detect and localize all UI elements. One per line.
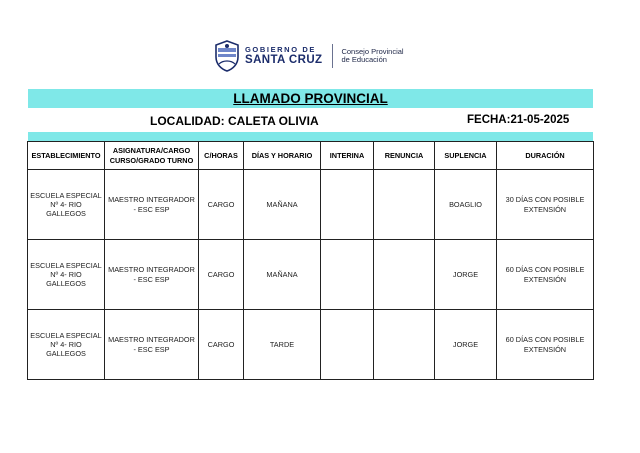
resignation-cell bbox=[374, 310, 435, 380]
government-logo bbox=[214, 40, 404, 72]
hours-cell: CARGO bbox=[199, 310, 244, 380]
page-title: LLAMADO PROVINCIAL bbox=[233, 91, 388, 106]
interim-cell bbox=[321, 310, 374, 380]
substitute-cell: JORGE bbox=[435, 310, 497, 380]
logo-divider bbox=[332, 44, 333, 68]
table-header-row bbox=[28, 142, 594, 170]
date-label: FECHA:21-05-2025 bbox=[467, 114, 570, 126]
accent-strip bbox=[28, 132, 593, 141]
schedule-cell: TARDE bbox=[244, 310, 321, 380]
column-header: DÍAS Y HORARIO bbox=[244, 142, 321, 170]
table-row bbox=[28, 170, 594, 240]
duration-cell: 30 DÍAS CON POSIBLE EXTENSIÓN bbox=[497, 170, 594, 240]
substitute-cell: JORGE bbox=[435, 240, 497, 310]
subject-cell: MAESTRO INTEGRADOR - ESC ESP bbox=[105, 240, 199, 310]
locality-label: LOCALIDAD: CALETA OLIVIA bbox=[150, 114, 319, 128]
establishment-cell: ESCUELA ESPECIAL Nº 4- RIO GALLEGOS bbox=[28, 240, 105, 310]
schedule-cell: MAÑANA bbox=[244, 170, 321, 240]
column-header: ESTABLECIMIENTO bbox=[28, 142, 105, 170]
council-name bbox=[341, 48, 403, 65]
column-header: INTERINA bbox=[321, 142, 374, 170]
column-header: C/HORAS bbox=[199, 142, 244, 170]
logo-main-text: SANTA CRUZ bbox=[245, 54, 323, 66]
interim-cell bbox=[321, 240, 374, 310]
logo-top-text: GOBIERNO DE bbox=[245, 44, 316, 54]
hours-cell: CARGO bbox=[199, 240, 244, 310]
vacancy-table bbox=[27, 141, 594, 380]
subject-cell: MAESTRO INTEGRADOR - ESC ESP bbox=[105, 170, 199, 240]
subject-cell: MAESTRO INTEGRADOR - ESC ESP bbox=[105, 310, 199, 380]
resignation-cell bbox=[374, 240, 435, 310]
santa-cruz-seal-icon bbox=[214, 40, 240, 72]
title-bar bbox=[28, 89, 593, 108]
substitute-cell: BOAGLIO bbox=[435, 170, 497, 240]
hours-cell: CARGO bbox=[199, 170, 244, 240]
duration-cell: 60 DÍAS CON POSIBLE EXTENSIÓN bbox=[497, 240, 594, 310]
table-row bbox=[28, 240, 594, 310]
schedule-cell: MAÑANA bbox=[244, 240, 321, 310]
column-header: DURACIÓN bbox=[497, 142, 594, 170]
council-line-1: Consejo Provincial bbox=[341, 46, 404, 56]
resignation-cell bbox=[374, 170, 435, 240]
council-line-2: de Educación bbox=[341, 55, 387, 64]
column-header: SUPLENCIA bbox=[435, 142, 497, 170]
interim-cell bbox=[321, 170, 374, 240]
column-header: ASIGNATURA/CARGO CURSO/GRADO TURNO bbox=[105, 142, 199, 170]
establishment-cell: ESCUELA ESPECIAL Nº 4- RIO GALLEGOS bbox=[28, 170, 105, 240]
column-header: RENUNCIA bbox=[374, 142, 435, 170]
duration-cell: 60 DÍAS CON POSIBLE EXTENSIÓN bbox=[497, 310, 594, 380]
table-row bbox=[28, 310, 594, 380]
establishment-cell: ESCUELA ESPECIAL Nº 4- RIO GALLEGOS bbox=[28, 310, 105, 380]
